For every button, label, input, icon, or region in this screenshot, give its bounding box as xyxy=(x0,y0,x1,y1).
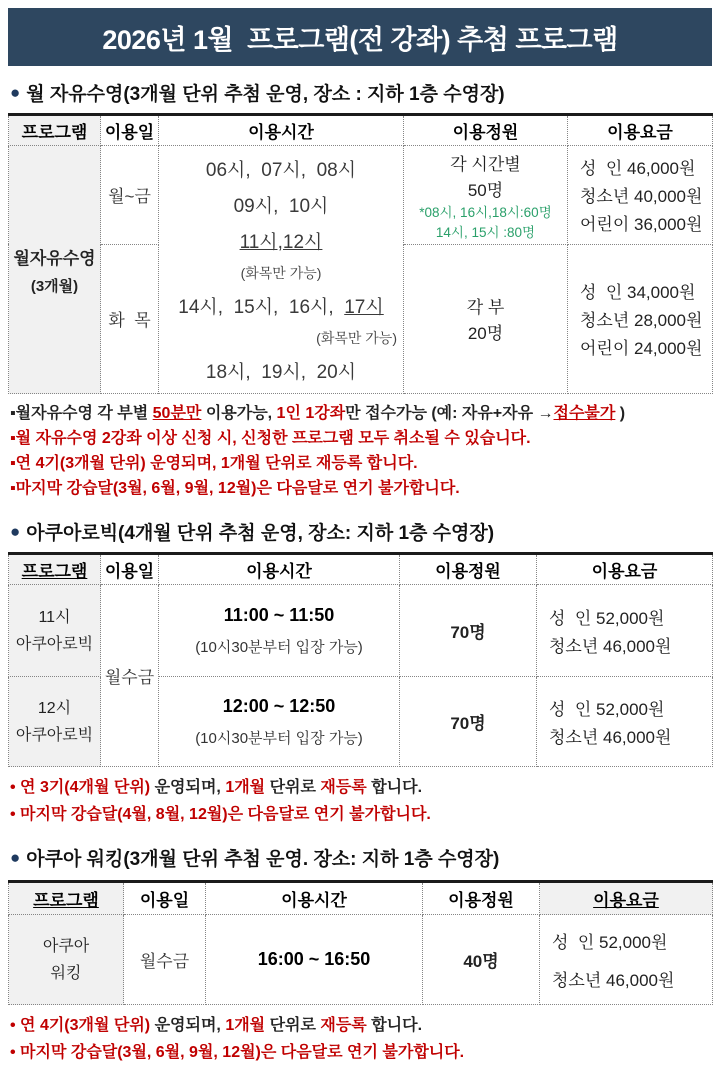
note-segment: • 마지막 강습달(3월, 6월, 9월, 12월)은 다음달로 연기 불가합니다. xyxy=(10,1044,465,1061)
day-cell-weekday: 월~금 xyxy=(101,146,159,245)
time-line: 09시, 10시 xyxy=(233,196,329,217)
note-segment: 합니다. xyxy=(366,1017,423,1034)
fee-cell xyxy=(540,915,713,1005)
capacity-text: 20명 xyxy=(467,324,504,344)
time-range: 16:00 ~ 16:50 xyxy=(257,949,371,969)
time-note: (화목만 가능) xyxy=(316,330,397,346)
section-heading-aqua-walking xyxy=(10,844,712,871)
col-header-day: 이용일 xyxy=(124,882,206,915)
capacity-exception-green: *08시, 16시,18시:60명 xyxy=(419,204,552,220)
time-note: (화목만 가능) xyxy=(240,265,322,281)
col-header-fee: 이용요금 xyxy=(540,882,713,915)
fee-line: 청소년 40,000원 xyxy=(580,187,703,207)
col-header-program: 프로그램 xyxy=(9,115,101,146)
fee-cell-tue-thu xyxy=(568,244,713,393)
note-segment: • 마지막 강습달(4월, 8월, 12월)은 다음달로 연기 불가합니다. xyxy=(10,806,431,823)
note-segment: ▪마지막 강습달(3월, 6월, 9월, 12월)은 다음달로 연기 불가합니다. xyxy=(10,480,460,497)
note-segment: ▪월 자유수영 2강좌 이상 신청 시, 신청한 프로그램 모두 취소될 수 있습니다. xyxy=(10,430,531,447)
program-name: 아쿠아로빅 xyxy=(15,635,94,653)
fee-line: 성 인 46,000원 xyxy=(580,159,696,179)
note-line xyxy=(10,801,712,828)
time-cell-11 xyxy=(159,585,400,677)
fee-line: 성 인 52,000원 xyxy=(549,609,665,628)
note-line xyxy=(10,451,712,476)
note-segment: 1개월 xyxy=(225,1017,266,1034)
day-cell-tue-thu: 화 목 xyxy=(101,244,159,393)
day-cell: 월수금 xyxy=(124,915,206,1005)
capacity-exception-green: 14시, 15시 :80명 xyxy=(435,224,536,240)
note-line xyxy=(10,476,712,501)
note-segment: 접수불가 xyxy=(553,405,616,422)
note-segment: 합니다. xyxy=(366,779,423,796)
section-heading-free-swim xyxy=(10,79,712,106)
note-line xyxy=(10,774,712,801)
fee-line: 성 인 34,000원 xyxy=(580,283,696,303)
note-segment: ▪월자유수영 각 부별 xyxy=(10,405,153,422)
program-name: 아쿠아로빅 xyxy=(15,726,94,744)
note-segment: • 연 3기(4개월 단위) xyxy=(10,779,151,796)
fee-line: 청소년 46,000원 xyxy=(549,728,672,747)
fee-line: 청소년 46,000원 xyxy=(549,637,672,656)
program-name: 워킹 xyxy=(50,964,82,982)
fee-line: 청소년 46,000원 xyxy=(552,971,675,990)
title-banner xyxy=(8,8,712,66)
section-title: 아쿠아로빅(4개월 단위 추첨 운영, 장소: 지하 1층 수영장) xyxy=(26,523,495,544)
capacity-cell-tue-thu xyxy=(404,244,568,393)
time-line-underlined: 11시,12시 xyxy=(239,232,323,253)
note-segment: ) xyxy=(615,405,626,422)
fee-line: 어린이 24,000원 xyxy=(580,339,703,359)
program-name: 12시 xyxy=(37,699,72,717)
aqua-walking-notes xyxy=(10,1012,712,1066)
table-row xyxy=(9,585,713,677)
note-line xyxy=(10,426,712,451)
fee-line: 성 인 52,000원 xyxy=(552,933,668,952)
program-name: 월자유수영 xyxy=(13,248,96,268)
time-range: 12:00 ~ 12:50 xyxy=(222,695,336,716)
note-segment: 이용가능, xyxy=(201,405,277,422)
aquarobic-table xyxy=(8,552,713,767)
note-segment: 50분만 xyxy=(152,405,202,422)
table-header-row xyxy=(9,115,713,146)
col-header-time: 이용시간 xyxy=(206,882,423,915)
col-header-capacity: 이용정원 xyxy=(423,882,540,915)
section-title: 아쿠아 워킹(3개월 단위 추첨 운영. 장소: 지하 1층 수영장) xyxy=(26,849,500,870)
table-header-row xyxy=(9,554,713,585)
table-row xyxy=(9,915,713,1005)
col-header-fee: 이용요금 xyxy=(568,115,713,146)
col-header-capacity: 이용정원 xyxy=(404,115,568,146)
time-cell-12 xyxy=(159,677,400,767)
fee-cell-11 xyxy=(537,585,713,677)
col-header-time: 이용시간 xyxy=(159,554,400,585)
capacity-text: 각 시간별 xyxy=(450,154,521,174)
program-name: 아쿠아 xyxy=(42,937,90,955)
note-segment: • 연 4기(3개월 단위) xyxy=(10,1017,151,1034)
free-swim-table xyxy=(8,113,713,394)
fee-cell-weekday xyxy=(568,146,713,245)
section-title: 월 자유수영(3개월 단위 추첨 운영, 장소 : 지하 1층 수영장) xyxy=(26,84,505,105)
note-segment: 단위로 xyxy=(265,779,321,796)
program-cell xyxy=(9,146,101,394)
note-line xyxy=(10,1039,712,1066)
time-range: 11:00 ~ 11:50 xyxy=(223,604,335,625)
program-cell-11 xyxy=(9,585,101,677)
note-segment: ▪연 4기(3개월 단위) 운영되며, 1개월 단위로 재등록 합니다. xyxy=(10,455,418,472)
note-segment: 단위로 xyxy=(265,1017,321,1034)
program-period: (3개월) xyxy=(30,277,79,295)
program-cell-12 xyxy=(9,677,101,767)
program-name: 11시 xyxy=(38,608,71,626)
note-line xyxy=(10,1012,712,1039)
col-header-day: 이용일 xyxy=(101,554,159,585)
time-underlined: 17시 xyxy=(344,297,384,318)
time-cell xyxy=(159,146,404,394)
day-cell: 월수금 xyxy=(101,585,159,767)
col-header-capacity: 이용정원 xyxy=(400,554,537,585)
note-segment: 재등록 xyxy=(320,779,367,796)
aquarobic-notes xyxy=(10,774,712,828)
capacity-cell: 40명 xyxy=(423,915,540,1005)
document-title: 2026년 1월 프로그램(전 강좌) 추첨 프로그램 xyxy=(102,24,618,55)
time-cell xyxy=(206,915,423,1005)
capacity-text: 각 부 xyxy=(466,298,505,318)
capacity-cell-weekday xyxy=(404,146,568,245)
program-cell xyxy=(9,915,124,1005)
aqua-walking-table xyxy=(8,880,713,1005)
capacity-cell-12: 70명 xyxy=(400,677,537,767)
col-header-fee: 이용요금 xyxy=(537,554,713,585)
note-line xyxy=(10,401,712,426)
note-segment: 1개월 xyxy=(225,779,266,796)
time-line: 06시, 07시, 08시 xyxy=(205,160,357,181)
time-line: 18시, 19시, 20시 xyxy=(205,362,357,383)
fee-line: 어린이 36,000원 xyxy=(580,215,703,235)
table-row xyxy=(9,146,713,245)
note-segment: 만 접수가능 (예: 자유+자유 → xyxy=(345,405,554,422)
time-line: 14시, 15시, 16시, 17시 xyxy=(178,297,384,318)
section-heading-aquarobic xyxy=(10,518,712,545)
note-segment: 운영되며, xyxy=(150,1017,226,1034)
time-entry-note: (10시30분부터 입장 가능) xyxy=(195,638,363,656)
fee-cell-12 xyxy=(537,677,713,767)
fee-line: 청소년 28,000원 xyxy=(580,311,703,331)
fee-line: 성 인 52,000원 xyxy=(549,700,665,719)
free-swim-notes xyxy=(10,401,712,501)
bullet-icon: ● xyxy=(10,847,21,867)
capacity-text: 50명 xyxy=(467,180,504,200)
note-segment: 1인 1강좌 xyxy=(276,405,346,422)
col-header-time: 이용시간 xyxy=(159,115,404,146)
note-segment: 재등록 xyxy=(320,1017,367,1034)
col-header-program: 프로그램 xyxy=(9,554,101,585)
time-entry-note: (10시30분부터 입장 가능) xyxy=(195,729,363,747)
col-header-program: 프로그램 xyxy=(9,882,124,915)
note-segment: 운영되며, xyxy=(150,779,226,796)
table-header-row xyxy=(9,882,713,915)
capacity-cell-11: 70명 xyxy=(400,585,537,677)
bullet-icon: ● xyxy=(10,521,21,541)
bullet-icon: ● xyxy=(10,82,21,102)
col-header-day: 이용일 xyxy=(101,115,159,146)
